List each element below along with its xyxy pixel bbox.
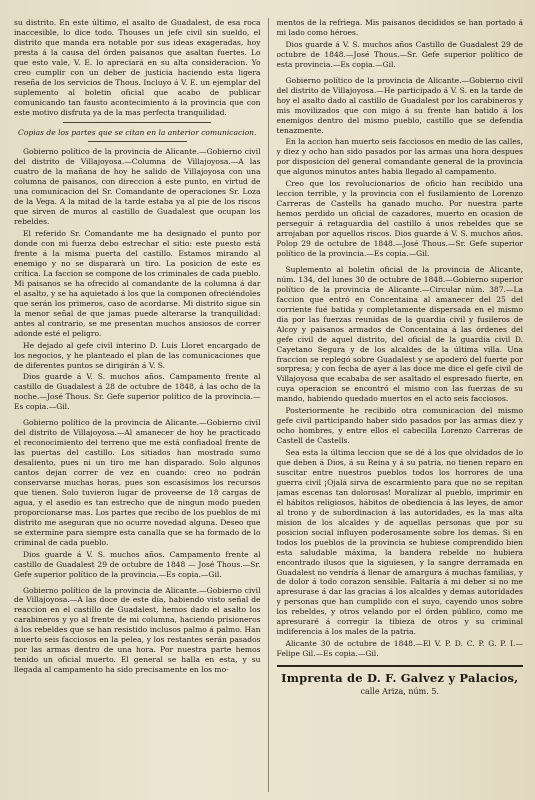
report-signature: Dios guarde á V. S. muchos años Castillo de Guadalest 29 de octubre de 1848.—José Thous.—Sr. Gefe superior político de esta provincia.—Es copia.—Gil.	[276, 39, 523, 69]
report-paragraph: En la accion han muerto seis facciosos en medio de las calles, y diez y ocho han sido pasados por las armas una hora despues por disposicion del general comandante general de la provincia que algunos minutos antes habia llegado al campamento.	[276, 137, 523, 177]
section-heading: Copias de los partes que se citan en la anterior comunicacion.	[18, 127, 257, 137]
printer-imprint	[277, 665, 524, 696]
supplement-paragraph: Posteriormente he recibido otra comunicacion del mismo gefe civil participando haber sido pasados por las armas diez y ocho hombres, y entre ellos el cabecilla Lorenzo Carreras de Castell de Castells.	[276, 406, 523, 446]
printer-address: calle Ariza, núm. 5.	[360, 687, 439, 697]
report-signature: Dios guarde á V. S. muchos años. Campamento frente al castillo de Guadalest 29 de octubre de 1848 — José Thous.—Sr. Gefe superior político de la provincia.—Es copia.—Gil.	[14, 549, 261, 579]
right-column	[277, 18, 524, 792]
report-paragraph: Gobierno político de la provincia de Alicante.—Gobierno civil del distrito de Villajoyosa.—Columna de Villajoyosa.—A las cuatro de la mañana de hoy he salido de Villajoyosa con una columna de paisanos, con direccion á este punto, en virtud de una comunicacion del Sr. Comandante de operaciones Sr. Loza de la Vega. A la mitad de la tarde estaba ya al pie de los riscos que sirven de muros al castillo de Guadalest que ocupan los rebeldes.	[14, 147, 261, 227]
report-paragraph: He dejado al gefe civil interino D. Luis Lloret encargado de los negocios, y he planteado el plan de las comunicaciones que de diferentes puntos se dirigirán á V. S.	[14, 340, 261, 370]
report-paragraph: Gobierno político de la provincia de Alicante.—Gobierno civil del distrito de Villajoyosa.—He participado á V. S. en la tarde de hoy el asalto dado al castillo de Guadalest por los carabineros y mis movilizados que con migo á su frente han batido á los enemigos dentro del mismo pueblo, castillo que se defendia tenazmente.	[276, 75, 523, 135]
supplement-signature: Alicante 30 de octubre de 1848.—El V. P. D. C. P. G. P. I.—Felipe Gil.—Es copia.—Gil.	[276, 639, 523, 659]
section-divider	[88, 141, 187, 142]
supplement-paragraph: Sea esta la última leccion que se dé á los que olvidados de lo que deben á Dios, á su Reina y á su patria, no tienen reparo en suscitar entre nuestros pueblos todos los horrores de una guerra civil ¡Ojalá sirva de escarmiento para que no se repitan jamas escenas tan dolorosas! Moralizar al pueblo, imprimir en él hábitos religiosos, hábitos de obediencia á las leyes, de amor al trono y de subordinacion á las autoridades, es la mas alta mision de los alcaldes y de aquellas personas que por su posicion social influyen poderosamente sobre los demas. Si en todos los pueblos de la provincia se hubiese comprendido bien esta saludable máxima, la bandera rebelde no hubiera encontrado ilusos que la siguiesen, y la sangre derramada en Guadalest no vendría á llenar de amargura á muchas familias, y de dolor á todo corazon sensible. Faltaría á mi deber si no me apresurase á dar las gracias á los alcaldes y demas autoridades y personas que han cumplido con el suyo, cayendo unos sobre los rebeldes, y otros velando por el órden público, como me apresuraré á corregir la tibieza de otros y su criminal indiferencia á los males de la patria.	[276, 448, 523, 637]
supplement-paragraph: Suplemento al boletin oficial de la provincia de Alicante, núm. 134, del lunes 30 de octubre de 1848.—Gobierno superior político de la provincia de Alicante.—Circular núm. 387.—La faccion que entró en Concentaina al amanecer del 25 del corriente fué batida y completamente dispersada en el mismo dia por las fuerzas reunidas de la guardia civil y fusileros de Alcoy y paisanos armados de Concentaina á las órdenes del gefe civil de aquel distrito, del oficial de la guardia civil D. Cayetano Segura y de los alcaldes de la última villa. Una fraccion se replegó sobre Guadalest y se apoderó del fuerte por sorpresa; y con fecha de ayer á las doce me dice el gefe civil de Villajoyosa que ecababa de ser asaltado el espresado fuerte, en cuya operacion se encontró el mismo con las fuerzas de su mando, habiendo quedado muertos en el acto seis facciosos.	[276, 264, 523, 404]
printer-name: Imprenta de D. F. Galvez y Palacios,	[281, 671, 519, 686]
report-paragraph: Gobierno político de la provincia de Alicante.—Gobierno civil de Villajoyosa.—A las doce de este día, habiendo visto señal de reaccion en el castillo de Guadalest, hemos dado el asalto los carabineros y yo al frente de mi columna, haciendo prisioneros á los rebeldes que se han resistido inclusos palmo á palmo. Han muerto seis facciosos en la pelea, y los restantes serán pasados por las armas dentro de una hora. Por nuestra parte hemos tenido un oficial muerto. El general se halla en esta, y su llegada al campamento ha sido precisamente en los mo-	[14, 585, 261, 675]
report-paragraph: El referido Sr. Comandante me ha designado el punto por donde con mi fuerza debo estrechar el sitio: este puesto está frente á la misma puerta del castillo. Estamos mirando al enemigo y no se dispararà un tiro. La posicion de este es crítica. La faccion se compone de los criminales de cada pueblo. Mi paisanos se ha ofrecido al comandante de la columna á dar el asalto, y se ha aquietado á los que la componen ofreciéndoles que serán los primeros, caso de acordarse. Mi distrito sigue sin la menor señal de que jamas puede alterarse la tranquilidad: antes al contrario, se me presentan muchos ansiosos de correr adonde esté el peligro.	[14, 229, 261, 338]
report-paragraph: Gobierno político de la provincia de Alicante.—Gobierno civil del distrito de Villajoyosa.—Al amanecer de hoy he practicado el reconocimiento del terreno que me está confiadoal frente de las puertas del castillo. Los sitiados han mostrado sumo desaliento, pues ni un tiro me han disparado. Solo algunos cantos dejan correr de vez en cuando: creo no podrán conservarse muchas horas, pues son escasísimos los recursos que tienen. Solo tuvieron lugar de proveerse de 18 cargas de agua, y el asedio es tan estrecho que de ningun modo pueden proporcionarse mas. Los partes que recibo de los pueblos de mi distrito me aseguran que no ocurre novedad alguna. Deseo que se extermine para siempre esta canalla que se ha formado de lo criminal de cada pueblo.	[14, 418, 261, 547]
section-divider	[63, 122, 211, 123]
left-column	[14, 18, 269, 792]
report-paragraph: Creo que los revolucionarios de oficio han recibido una leccion terrible, y la provincia con el fusilamiento de Lorenzo Carreras de Castells ha ganado mucho. Por nuestra parte hemos perdido un oficial de cazadores, muerto en ocasion de perseguir á retaguardia del castillo á unos rebeldes que se arrojaban por aquellos riscos. Dios guarde á V. S. muchos años. Polop 29 de octubre de 1848.—José Thous.—Sr. Gefe superior político de la provincia.—Es copia.—Gil.	[276, 179, 523, 258]
text-columns	[14, 18, 523, 792]
report-signature: Dios guarde á V. S. muchos años. Campamento frente al castillo de Guadalest á 28 de octubre de 1848, á las ocho de la noche.—José Thous. Sr. Gefe superior político de la provincia.—Es copia.—Gil.	[14, 372, 261, 412]
paragraph: su distrito. En este último, el asalto de Guadalest, de esa roca inaccesible, lo dice todo. Thouses un jefe civil sin sueldo, el distrito que manda era notable por sus ideas exageradas, hoy presta á la causa del órden paisanos que asaltan fuertes. Lo que esto vale, V. E. lo apreciará en su alta consideracion. Yo creo cumplir con un deber de justicia haciendo esta ligera reseña de los servicios de Thous. Incluyo á V. E. un ejemplar del suplemento al boletin oficial que acabo de publicar comunicando tan fausto acontecimiento á la provincia que con este motivo disfruta ya de la mas perfecta tranquilidad.	[14, 18, 261, 117]
report-paragraph: mentos de la refriega. Mis paisanos decididos se han portado á mi lado como héroes.	[276, 18, 523, 37]
